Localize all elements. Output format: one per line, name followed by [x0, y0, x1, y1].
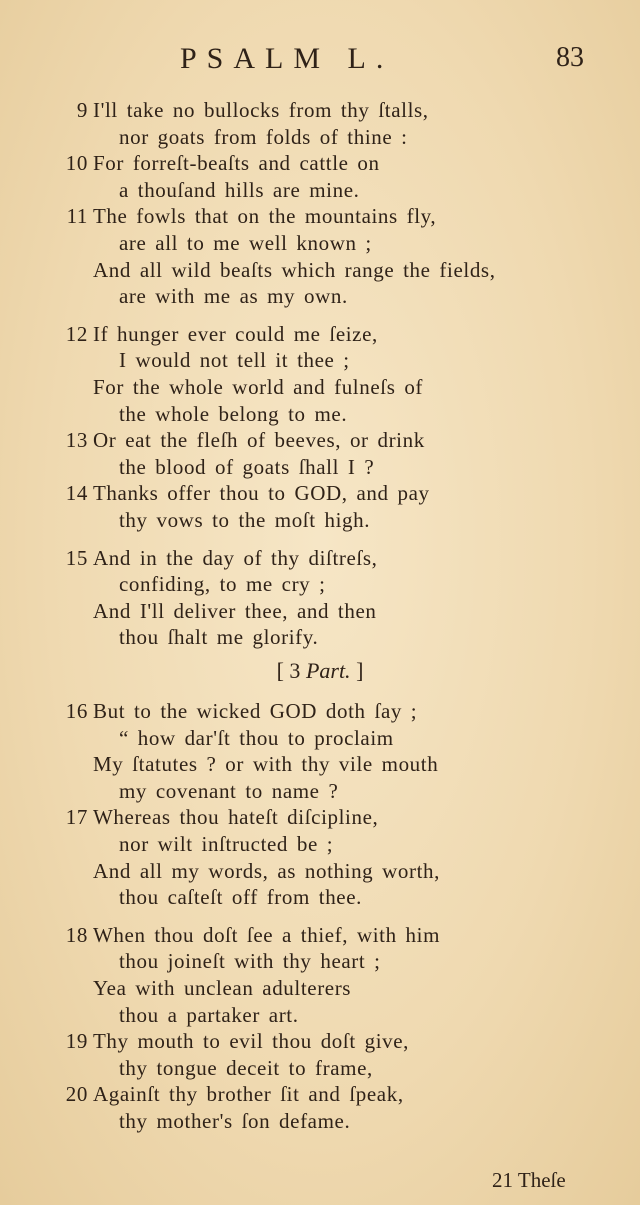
verse-text: And all my words, as nothing worth,	[93, 858, 440, 883]
page-header	[0, 42, 640, 82]
verse-text: Againſt thy brother ſit and ſpeak,	[93, 1082, 404, 1107]
verse-number: 11	[66, 204, 88, 229]
running-title: PSALM L.	[180, 42, 394, 75]
verse-text: are with me as my own.	[119, 284, 348, 309]
verse-number: 15	[65, 545, 88, 570]
verse-line	[0, 97, 640, 123]
verse-line	[0, 150, 640, 176]
verse-line	[0, 401, 640, 427]
verse-number: 9	[76, 98, 88, 122]
verse-line	[0, 598, 640, 624]
verse-text: the blood of goats ſhall I ?	[119, 454, 375, 479]
verse-line	[0, 725, 640, 751]
verse-line	[0, 230, 640, 256]
verse-number: 14	[65, 481, 88, 506]
verse-text: My ſtatutes ? or with thy vile mouth	[93, 752, 439, 777]
verse-text: Thanks offer thou to GOD, and pay	[93, 481, 430, 506]
verse-text: For forreſt-beaſts and cattle on	[93, 151, 380, 176]
verse-text: thou joineſt with thy heart ;	[119, 949, 381, 974]
verse-line	[0, 884, 640, 910]
verse-text: confiding, to me cry ;	[119, 572, 326, 597]
verse-line	[0, 1055, 640, 1081]
verse-line	[0, 347, 640, 373]
verse-text: my covenant to name ?	[119, 778, 339, 803]
verse-line	[0, 1081, 640, 1107]
verse-text: thy mother's ſon defame.	[119, 1109, 351, 1133]
verse-line	[0, 1002, 640, 1028]
verse-line	[0, 948, 640, 974]
verse-text: the whole belong to me.	[119, 401, 348, 426]
verse-text: thou ſhalt me glorify.	[119, 625, 319, 650]
verse-line	[0, 975, 640, 1001]
verse-text: But to the wicked GOD doth ſay ;	[93, 699, 418, 723]
verse-text: And I'll deliver thee, and then	[93, 598, 377, 623]
verse-text: thou a partaker art.	[119, 1002, 299, 1027]
verse-text: I would not tell it thee ;	[119, 348, 350, 373]
verse-text: For the whole world and fulneſs of	[93, 375, 424, 399]
verse-text: Whereas thou hateſt diſcipline,	[93, 805, 379, 830]
verse-text: The fowls that on the mountains fly,	[93, 204, 437, 229]
verse-text: When thou doſt ſee a thief, with him	[93, 922, 441, 947]
verse-line	[0, 571, 640, 597]
verse-line	[0, 257, 640, 283]
verse-text: thy vows to the moſt high.	[119, 508, 371, 532]
part-heading	[0, 658, 640, 684]
page-number: 83	[556, 42, 584, 73]
verse-line	[0, 203, 640, 229]
verse-line	[0, 1108, 640, 1134]
verse-text: Or eat the fleſh of beeves, or drink	[93, 428, 425, 453]
verse-text: nor goats from folds of thine :	[119, 124, 408, 149]
verse-text: And in the day of thy diſtreſs,	[93, 545, 378, 570]
verse-line	[0, 778, 640, 804]
verse-line	[0, 374, 640, 400]
verse-text: thy tongue deceit to frame,	[119, 1055, 373, 1080]
verse-line	[0, 480, 640, 506]
verse-number: 13	[65, 428, 88, 453]
part-heading-word: Part.	[305, 658, 351, 683]
verse-number: 20	[65, 1082, 88, 1107]
verse-line	[0, 321, 640, 347]
verse-line	[0, 804, 640, 830]
verse-number: 16	[65, 699, 88, 723]
verse-line	[0, 698, 640, 724]
verse-number: 12	[65, 321, 88, 346]
verse-line	[0, 624, 640, 650]
verse-number: 19	[65, 1029, 88, 1054]
verse-text: nor wilt inſtructed be ;	[119, 832, 334, 856]
verse-line	[0, 507, 640, 533]
verse-line	[0, 1028, 640, 1054]
verse-line	[0, 751, 640, 777]
verse-text: I'll take no bullocks from thy ſtalls,	[93, 98, 429, 122]
verse-line	[0, 124, 640, 150]
verse-line	[0, 427, 640, 453]
verse-number: 18	[65, 922, 88, 947]
part-heading-close: ]	[356, 658, 364, 683]
verse-text: thou caſteſt off from thee.	[119, 885, 362, 910]
catchword: 21 Theſe	[492, 1168, 566, 1192]
verse-text: If hunger ever could me ſeize,	[93, 321, 378, 346]
verse-line	[0, 545, 640, 571]
verse-line	[0, 454, 640, 480]
verse-number: 17	[65, 805, 88, 830]
verse-line	[0, 831, 640, 857]
part-heading-open: [ 3	[276, 658, 301, 683]
verse-line	[0, 177, 640, 203]
verse-number: 10	[65, 151, 88, 176]
verse-text: And all wild beaſts which range the fields,	[93, 257, 496, 282]
verse-text: Thy mouth to evil thou doſt give,	[93, 1029, 410, 1054]
verse-text: Yea with unclean adulterers	[93, 976, 352, 1000]
verse-line	[0, 858, 640, 884]
verse-text: “ how dar'ſt thou to proclaim	[119, 725, 394, 750]
verse-text: a thouſand hills are mine.	[119, 177, 360, 202]
verse-line	[0, 283, 640, 309]
verse-text: are all to me well known ;	[119, 231, 372, 255]
verse-line	[0, 922, 640, 948]
